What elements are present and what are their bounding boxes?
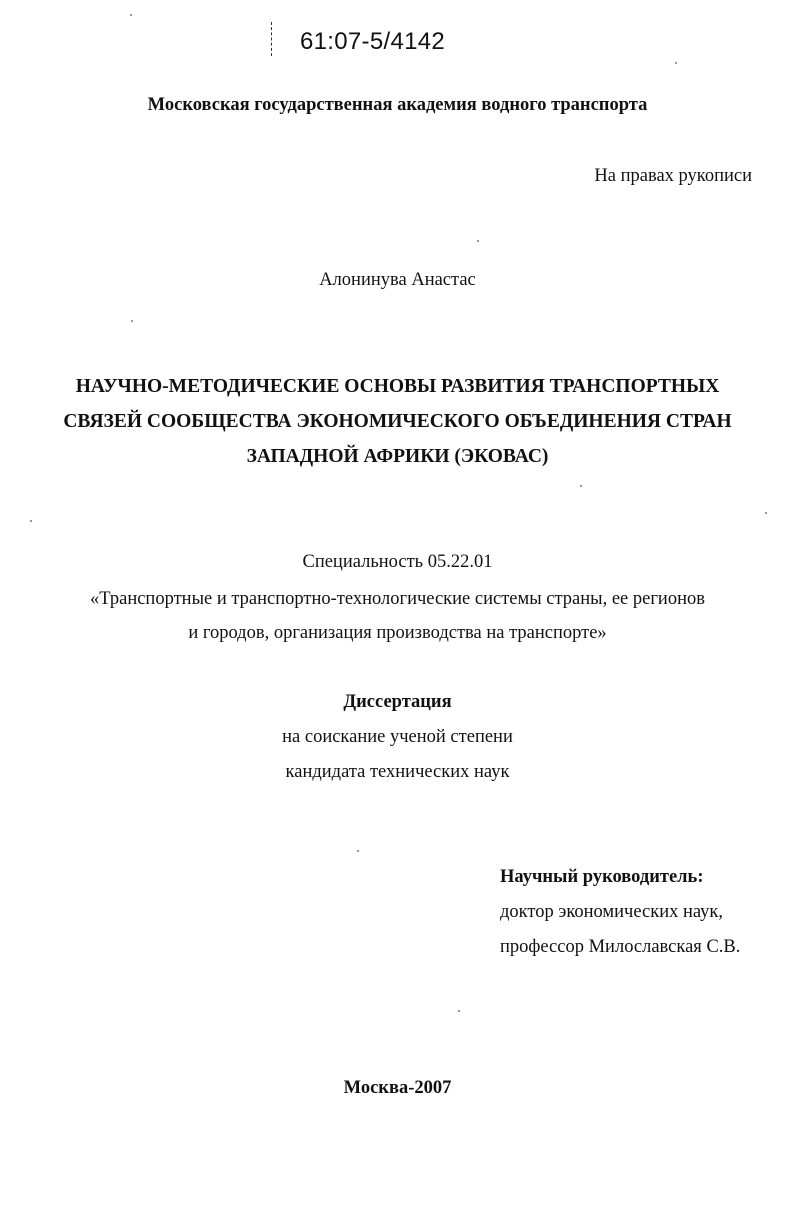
title-line-3: ЗАПАДНОЙ АФРИКИ (ЭКОВАС) bbox=[246, 446, 549, 467]
dissertation-type: Диссертация bbox=[343, 692, 452, 712]
scan-speck bbox=[458, 1010, 460, 1012]
supervisor-name: профессор Милославская С.В. bbox=[500, 937, 741, 957]
specialty-name-line-2: и городов, организация производства на транспорте» bbox=[188, 623, 607, 643]
scan-speck bbox=[580, 485, 582, 487]
degree-sought-line-2: кандидата технических наук bbox=[285, 762, 510, 782]
scan-speck bbox=[30, 520, 32, 522]
supervisor-degree: доктор экономических наук, bbox=[500, 902, 724, 922]
city-year: Москва-2007 bbox=[343, 1078, 452, 1098]
scan-speck bbox=[477, 240, 479, 242]
supervisor-heading: Научный руководитель: bbox=[500, 867, 704, 887]
title-line-2: СВЯЗЕЙ СООБЩЕСТВА ЭКОНОМИЧЕСКОГО ОБЪЕДИНЕНИЯ СТРАН bbox=[63, 411, 732, 432]
specialty-name-line-1: «Транспортные и транспортно-технологические системы страны, ее регионов bbox=[90, 589, 705, 609]
institution-name: Московская государственная академия водного транспорта bbox=[147, 95, 648, 115]
author-name: Алонинува Анастас bbox=[319, 270, 476, 290]
title-line-1: НАУЧНО-МЕТОДИЧЕСКИЕ ОСНОВЫ РАЗВИТИЯ ТРАНСПОРТНЫХ bbox=[75, 376, 720, 397]
degree-sought-line-1: на соискание ученой степени bbox=[282, 727, 513, 747]
scan-margin-mark bbox=[271, 22, 274, 56]
scan-speck bbox=[357, 850, 359, 852]
catalog-code: 61:07-5/4142 bbox=[300, 28, 446, 55]
scan-speck bbox=[675, 62, 677, 64]
scan-speck bbox=[130, 14, 132, 16]
scan-speck bbox=[765, 512, 767, 514]
specialty-code: Специальность 05.22.01 bbox=[302, 552, 493, 572]
manuscript-note: На правах рукописи bbox=[594, 166, 752, 186]
scan-speck bbox=[131, 320, 133, 322]
